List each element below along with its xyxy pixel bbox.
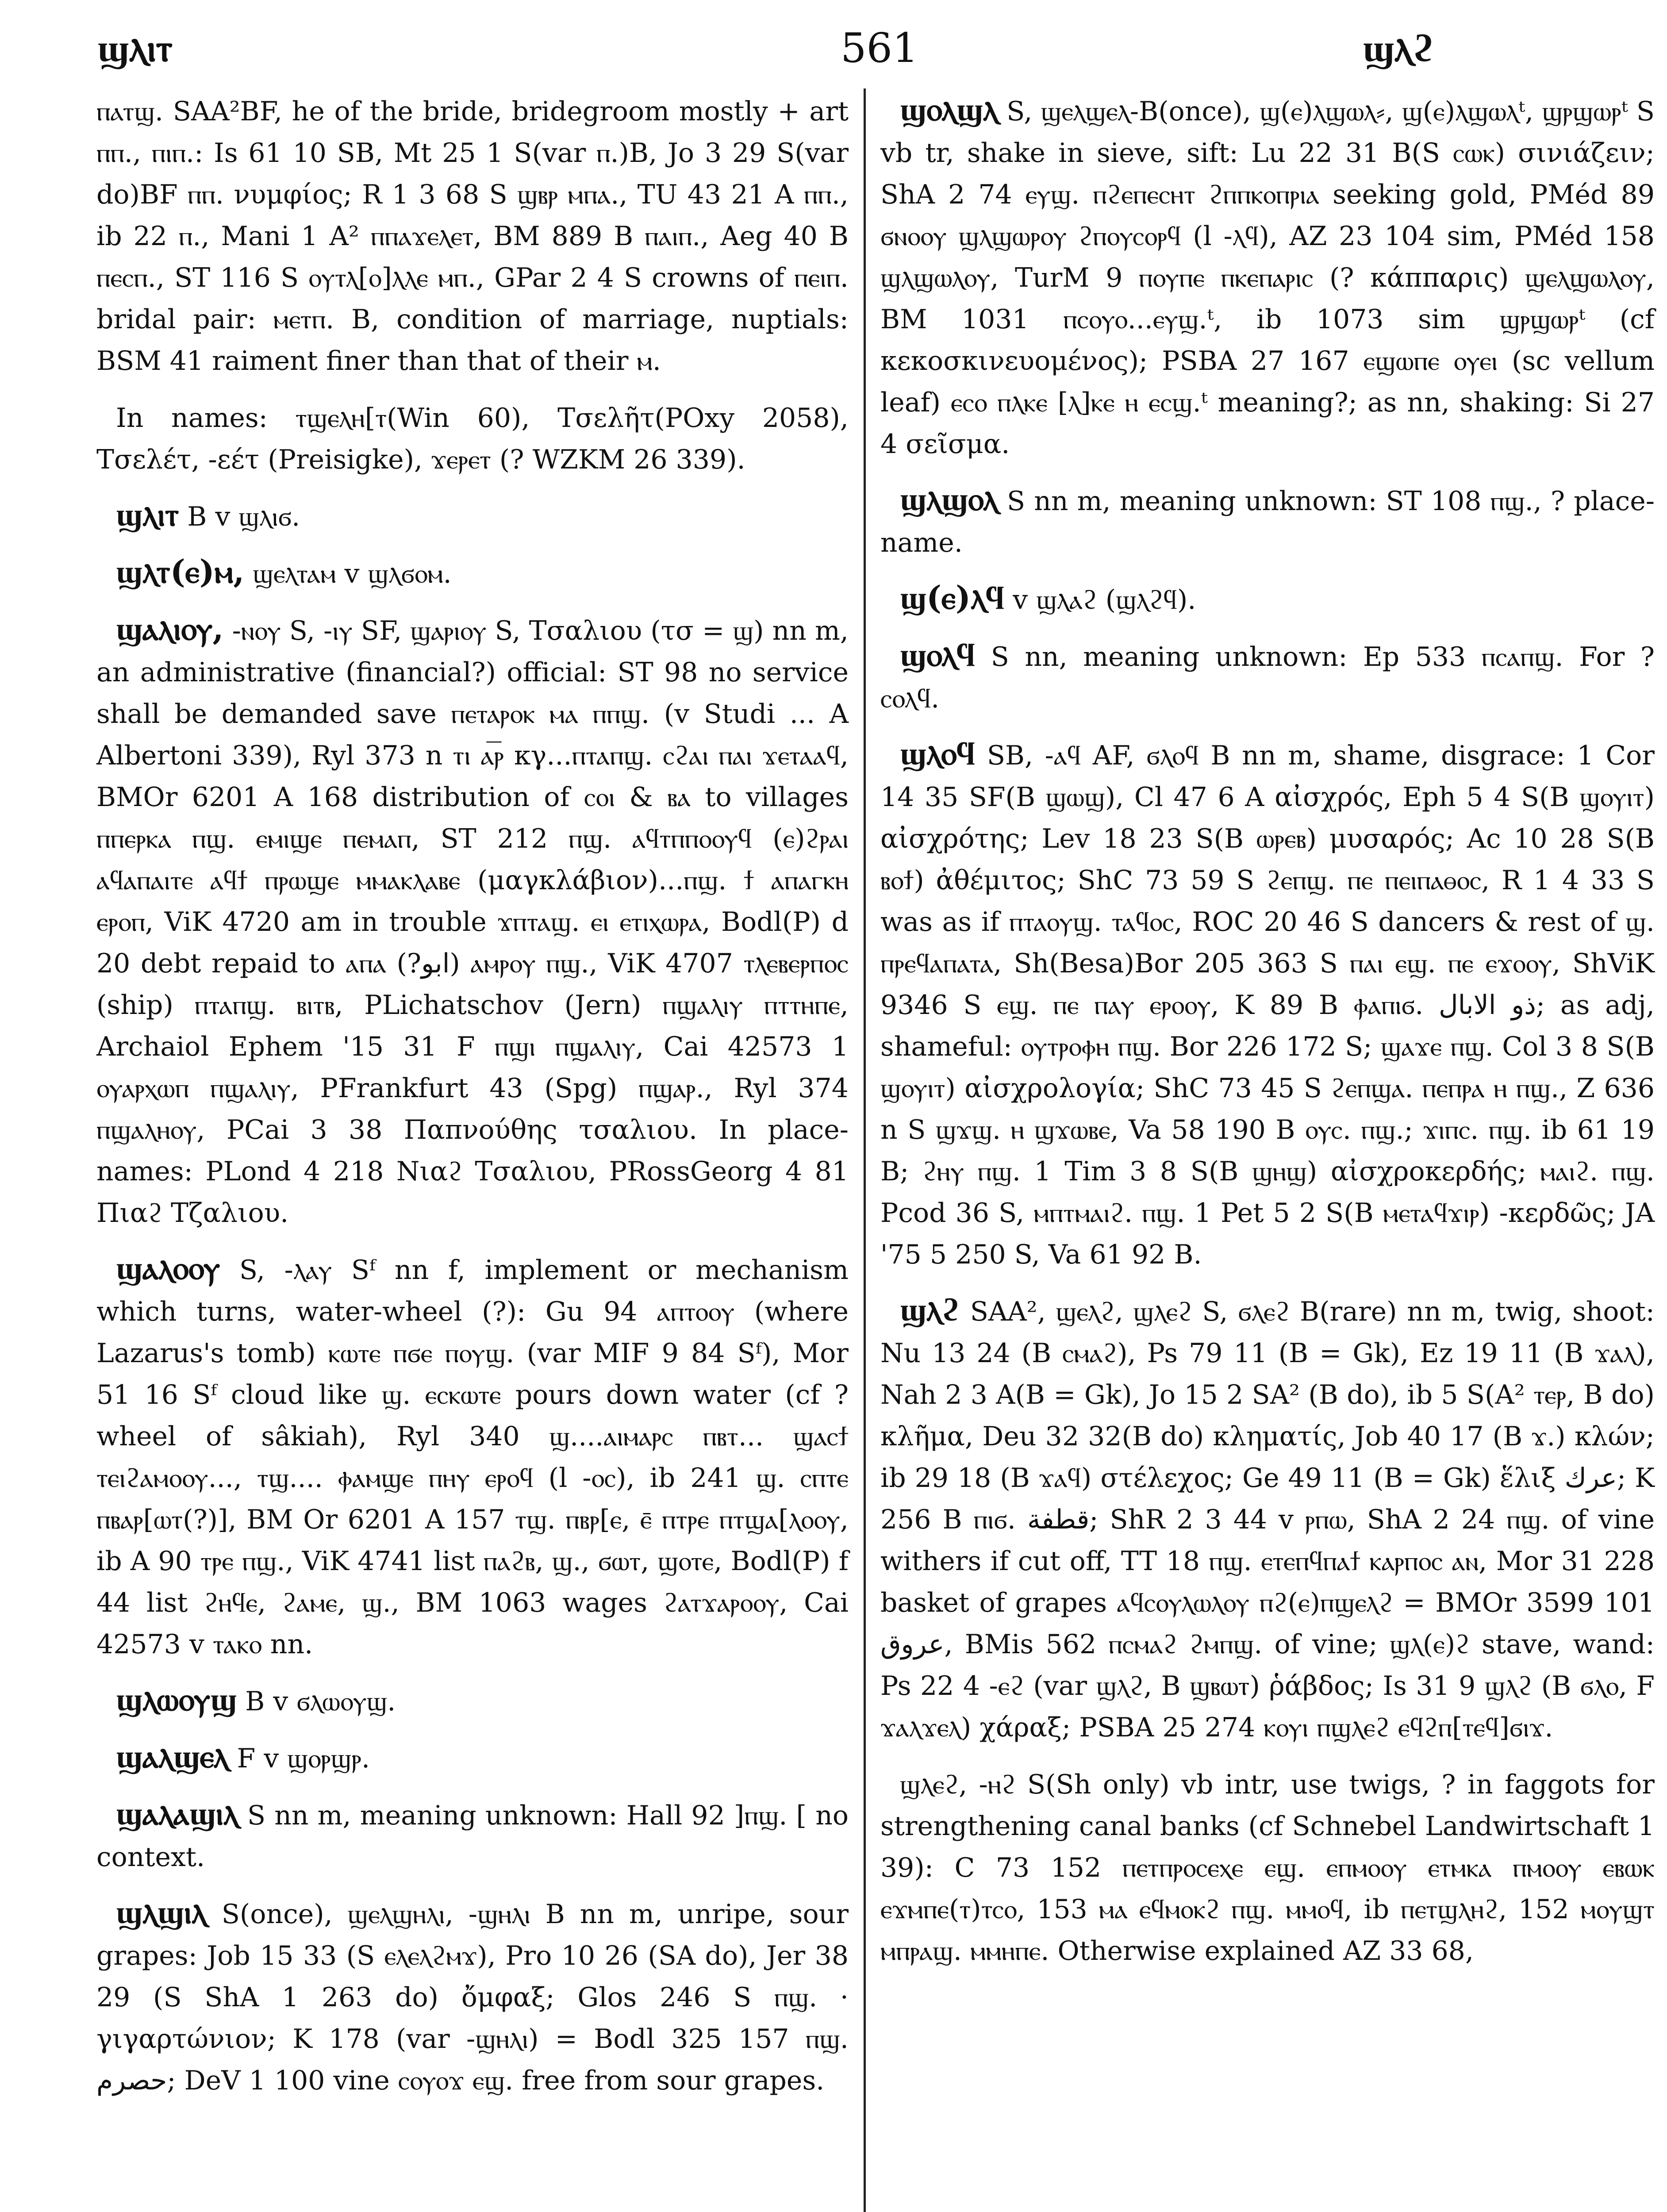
dictionary-entry xyxy=(880,478,1655,564)
dictionary-entry xyxy=(96,395,849,480)
left-column xyxy=(96,88,849,2115)
header-left-headword: ϣⲗⲓⲧ xyxy=(97,26,173,70)
dictionary-entry xyxy=(96,1736,849,1779)
entry-text: B v ϣⲗⲓϭ. xyxy=(187,501,300,532)
entry-headword: ϣⲗϩ xyxy=(900,1290,960,1328)
dictionary-entry xyxy=(880,634,1655,719)
entry-headword: ϣⲗⲧ(ⲉ)ⲙ, xyxy=(116,553,245,590)
entry-headword: ϣⲗⲟϥ xyxy=(900,734,976,772)
dictionary-entry xyxy=(96,1793,849,1878)
header-right-headword: ϣⲗϩ xyxy=(1363,26,1435,70)
column-divider xyxy=(864,88,866,2212)
dictionary-entry xyxy=(880,577,1655,621)
running-header xyxy=(88,19,1663,77)
entry-headword: ϣ(ⲉ)ⲗϥ xyxy=(900,579,1005,616)
dictionary-entry xyxy=(96,88,849,382)
dictionary-entry xyxy=(96,608,849,1234)
entry-headword: ϣⲟⲗϥ xyxy=(900,636,976,673)
entry-text: F v ϣⲟⲣϣⲣ. xyxy=(237,1743,370,1774)
dictionary-entry xyxy=(96,1247,849,1665)
entry-headword: ϣⲗⲱⲟⲩϣ xyxy=(116,1680,237,1718)
entry-text: B v ϭⲗⲱⲟⲩϣ. xyxy=(245,1686,396,1717)
entry-text: ⲡⲁⲧϣ. SAA²BF, he of the bride, bridegroom mostly + art ⲡⲡ., ⲡⲓⲡ.: Is 61 10 SB, Mt 25 1 S(var ⲡ.)B, Jo 3 29 S(var do)BF ⲡⲡ. νυμφίος; R 1 3 68 S ϣⲃⲣ ⲙⲡⲁ., TU 43 21 A ⲡⲡ., ib 22 ⲡ., Mani 1 A² ⲡⲡⲁϫⲉⲗⲉⲧ, BM 889 B ⲡⲁⲓⲡ., Aeg 40 B ⲡⲉⲥⲡ., ST 116 S ⲟⲩⲧⲗ[ⲟ]ⲗⲗⲉ ⲙⲡ., GPar 2 4 S crowns of ⲡⲉⲓⲡ. bridal pair: ⲙⲉⲧⲡ. B, condition of marriage, nuptials: BSM 41 raiment finer than that of their ⲙ. xyxy=(96,96,849,376)
entry-text: S nn m, meaning unknown: Hall 92 ]ⲡϣ. [ no context. xyxy=(96,1800,849,1873)
entry-text: ϣⲉⲗⲧⲁⲙ v ϣⲗϭⲟⲙ. xyxy=(253,558,452,589)
dictionary-entry xyxy=(880,733,1655,1275)
entry-text: -ⲛⲟⲩ S, -ⲓⲩ SF, ϣⲁⲣⲓⲟⲩ S, Τσαλιου (τσ = ϣ) nn m, an administrative (financial?) official: ST 98 no service shall be demanded save ⲡⲉⲧⲁⲣⲟⲕ ⲙⲁ ⲡⲡϣ. (v Studi ... A Albertoni 339), Ryl 373 n ⲧⲓ ⲁ͞ⲣ κγ...ⲡⲧⲁⲡϣ. ⲥϩⲁⲓ ⲡⲁⲓ ϫⲉⲧⲁⲁϥ, BMOr 6201 A 168 distribution of ⲥⲟⲓ & ⲃⲁ to villages ⲡⲡⲉⲣⲕⲁ ⲡϣ. ⲉⲙⲓϣⲉ ⲡⲉⲙⲁⲡ, ST 212 ⲡϣ. ⲁϥⲧⲡⲡⲟⲟⲩϥ (ⲉ)ϩⲣⲁⲓ ⲁϥⲁⲡⲁⲓⲧⲉ ⲁϥϯ ⲡⲣⲱϣⲉ ⲙⲙⲁⲕⲗⲁⲃⲉ (μαγκλάβιον)...ⲡϣ. ϯ ⲁⲡⲁⲅⲕⲏ ⲉⲣⲟⲡ, ViK 4720 am in trouble ϫⲡⲧⲁϣ. ⲉⲓ ⲉⲧⲓⲭⲱⲣⲁ, Bodl(P) d 20 debt repaid to ⲁⲡⲁ (?ابو) ⲁⲙⲣⲟⲩ ⲡϣ., ViK 4707 ⲧⲗⲉⲃⲉⲣⲡⲟⲥ (ship) ⲡⲧⲁⲡϣ. ⲃⲓⲧⲃ, PLichatschov (Jern) ⲡϣⲁⲗⲓⲩ ⲡⲧⲧⲏⲡⲉ, Archaiol Ephem '15 31 F ⲡϣⲓ ⲡϣⲁⲗⲓⲩ, Cai 42573 1 ⲟⲩⲁⲣⲭⲱⲡ ⲡϣⲁⲗⲓⲩ, PFrankfurt 43 (Spg) ⲡϣⲁⲣ., Ryl 374 ⲡϣⲁⲗⲏⲟⲩ, PCai 3 38 Παπνούθης τσαλιου. In place-names: PLond 4 218 Νιαϩ Τσαλιου, PRossGeorg 4 81 Πιαϩ Τζαλιου. xyxy=(96,615,849,1229)
entry-headword: ϣⲗϣⲓⲗ xyxy=(116,1893,207,1931)
dictionary-entry xyxy=(96,1678,849,1722)
dictionary-entry xyxy=(880,1762,1655,1972)
entry-headword: ϣⲁⲗⲁϣⲓⲗ xyxy=(116,1794,238,1832)
entry-text: S, -ⲗⲁⲩ Sᶠ nn f, implement or mechanism which turns, water-wheel (?): Gu 94 ⲁⲡⲧⲟⲟⲩ (where Lazarus's tomb) ⲕⲱⲧⲉ ⲡϭⲉ ⲡⲟⲩϣ. (var MIF 9 84 Sᶠ), Mor 51 16 Sᶠ cloud like ϣ. ⲉⲥⲕⲱⲧⲉ pours down water (cf ? wheel of sâkiah), Ryl 340 ϣ....ⲁⲓⲙⲁⲣⲥ ⲡⲃⲧ... ϣⲁⲥϯ ⲧⲉⲓϩⲁⲙⲟⲟⲩ..., ⲧϣ.... ⲫⲁⲙϣⲉ ⲡⲏⲩ ⲉⲣⲟϥ (l -ⲟⲥ), ib 241 ϣ. ⲥⲡⲧⲉ ⲡⲃⲁⲣ[ⲱⲧ(?)], BM Or 6201 A 157 ⲧϣ. ⲡⲃⲣ[ⲉ, ⲉ̄ ⲡⲧⲣⲉ ⲡⲧϣⲁ[ⲗⲟⲟⲩ, ib A 90 ⲧⲣⲉ ⲡϣ., ViK 4741 list ⲡⲁϩⲃ, ϣ., ϭⲱⲧ, ϣⲟⲧⲉ, Bodl(P) f 44 list ϩⲏϥⲉ, ϩⲁⲙⲉ, ϣ., BM 1063 wages ϩⲁⲧϫⲁⲣⲟⲟⲩ, Cai 42573 v ⲧⲁⲕⲟ nn. xyxy=(96,1255,849,1660)
entry-text: S, ϣⲉⲗϣⲉⲗ-B(once), ϣ(ⲉ)ⲗϣⲱⲗ⸗, ϣ(ⲉ)ⲗϣⲱⲗᵗ, ϣⲣϣⲱⲣᵗ S vb tr, shake in sieve, sift: Lu 22 31 B(S ⲥⲱⲕ) σινιάζειν; ShA 2 74 ⲉⲩϣ. ⲡϩⲉⲡⲉⲥⲏⲧ ϩⲡⲡⲕⲟⲡⲣⲓⲁ seeking gold, PMéd 89 ϭⲛⲟⲟⲩ ϣⲗϣⲱⲣⲟⲩ ϩⲡⲟⲩⲥⲟⲣϥ (l -ⲗϥ), AZ 23 104 sim, PMéd 158 ϣⲗϣⲱⲗⲟⲩ, TurM 9 ⲡⲟⲩⲡⲉ ⲡⲕⲉⲡⲁⲣⲓⲥ (? κάππαρις) ϣⲉⲗϣⲱⲗⲟⲩ, BM 1031 ⲡⲥⲟⲩⲟ...ⲉⲩϣ.ᵗ, ib 1073 sim ϣⲣϣⲱⲣᵗ (cf κεκοσκινευομένος); PSBA 27 167 ⲉϣⲱⲡⲉ ⲟⲩⲉⲓ (sc vellum leaf) ⲉⲥⲟ ⲡⲗⲕⲉ [ⲗ]ⲕⲉ ⲏ ⲉⲥϣ.ᵗ meaning?; as nn, shaking: Si 27 4 σεῖσμα. xyxy=(880,96,1655,460)
entry-text: S(once), ϣⲉⲗϣⲏⲗⲓ, -ϣⲏⲗⲓ B nn m, unripe, sour grapes: Job 15 33 (S ⲉⲗⲉⲗϩⲙϫ), Pro 10 26 (SA do), Jer 38 29 (S ShA 1 263 do) ὄμφαξ; Glos 246 S ⲡϣ. · γιγαρτώνιον; K 178 (var -ϣⲏⲗⲓ) = Bodl 325 157 ⲡϣ. حصرم; DeV 1 100 vine ⲥⲟⲩⲟϫ ⲉϣ. free from sour grapes. xyxy=(96,1899,849,2096)
entry-headword: ϣⲗϣⲟⲗ xyxy=(900,480,998,518)
right-column xyxy=(880,88,1655,1985)
dictionary-entry xyxy=(880,1289,1655,1748)
entry-text: ϣⲗⲉϩ, -ⲏϩ S(Sh only) vb intr, use twigs, ? in faggots for strengthening canal banks (cf Schnebel Landwirtschaft 1 39): C 73 152 ⲡⲉⲧⲡⲣⲟⲥⲉⲭⲉ ⲉϣ. ⲉⲡⲙⲟⲟⲩ ⲉⲧⲙⲕⲁ ⲡⲙⲟⲟⲩ ⲉⲃⲱⲕ ⲉϫⲙⲡⲉ(ⲧ)ⲧⲥⲟ, 153 ⲙⲁ ⲉϥⲙⲟⲕϩ ⲡϣ. ⲙⲙⲟϥ, ib ⲡⲉⲧϣⲗⲏϩ, 152 ⲙⲟⲩϣⲧ ⲙⲡⲣⲁϣ. ⲙⲙⲏⲡⲉ. Otherwise explained AZ 33 68, xyxy=(880,1769,1655,1966)
entry-text: SAA², ϣⲉⲗϩ, ϣⲗⲉϩ S, ϭⲗⲉϩ B(rare) nn m, twig, shoot: Nu 13 24 (B ⲥⲙⲁϩ), Ps 79 11 (B = Gk), Ez 19 11 (B ϫⲁⲗ), Nah 2 3 A(B = Gk), Jo 15 2 SA² (B do), ib 5 S(A² ⲧⲉⲣ, B do) κλῆμα, Deu 32 32(B do) κληματίς, Job 40 17 (B ϫ.) κλών; ib 29 18 (B ϫⲁϥ) στέλεχος; Ge 49 11 (B = Gk) ἕλιξ عرك; K 256 B ⲡⲓϭ. قطفة; ShR 2 3 44 v ⲣⲡⲱ, ShA 2 24 ⲡϣ. of vine withers if cut off, TT 18 ⲡϣ. ⲉⲧⲉⲡϥⲡⲁϯ ⲕⲁⲣⲡⲟⲥ ⲁⲛ, Mor 31 228 basket of grapes ⲁϥⲥⲟⲩⲗⲱⲗⲟⲩ ⲡϩ(ⲉ)ⲡϣⲉⲗϩ = BMOr 3599 101 عروق, BMis 562 ⲡⲥⲙⲁϩ ϩⲙⲡϣ. of vine; ϣⲗ(ⲉ)ϩ stave, wand: Ps 22 4 -ⲉϩ (var ϣⲗϩ, B ϣⲃⲱⲧ) ῥάβδος; Is 31 9 ϣⲗϩ (B ϭⲗⲟ, F ϫⲁⲗϫⲉⲗ) χάραξ; PSBA 25 274 ⲕⲟⲩⲓ ⲡϣⲗⲉϩ ⲉϥϩⲡ[ⲧⲉϥ]ϭⲓϫ. xyxy=(880,1296,1655,1743)
entry-headword: ϣⲁⲗϣⲉⲗ xyxy=(116,1737,229,1775)
entry-text: SB, -ⲁϥ AF, ϭⲗⲟϥ B nn m, shame, disgrace: 1 Cor 14 35 SF(B ϣⲱϣ), Cl 47 6 A αἰσχρός, Eph 5 4 S(B ϣⲟⲩⲓⲧ) αἰσχρότης; Lev 18 23 S(B ⲱⲣⲉⲃ) μυσαρός; Ac 10 28 S(B ⲃⲟϯ) ἀθέμιτος; ShC 73 59 S ϩⲉⲡϣ. ⲡⲉ ⲡⲉⲓⲡⲁⲑⲟⲥ, R 1 4 33 S was as if ⲡⲧⲁⲟⲩϣ. ⲧⲁϥⲟⲥ, ROC 20 46 S dancers & rest of ϣ. ⲡⲣⲉϥⲁⲡⲁⲧⲁ, Sh(Besa)Bor 205 363 S ⲡⲁⲓ ⲉϣ. ⲡⲉ ⲉϫⲟⲟⲩ, ShViK 9346 S ⲉϣ. ⲡⲉ ⲡⲁⲩ ⲉⲣⲟⲟⲩ, K 89 B ⲫⲁⲡⲓϭ. ذو الابال; as adj, shameful: ⲟⲩⲧⲣⲟⲫⲏ ⲡϣ. Bor 226 172 S; ϣⲁϫⲉ ⲡϣ. Col 3 8 S(B ϣⲟⲩⲓⲧ) αἰσχρολογία; ShC 73 45 S ϩⲉⲡϣⲁ. ⲡⲉⲡⲣⲁ ⲏ ⲡϣ., Z 636 n S ϣϫϣ. ⲏ ϣϫⲱⲃⲉ, Va 58 190 B ⲟⲩⲥ. ⲡϣ.; ϫⲓⲡⲥ. ⲡϣ. ib 61 19 B; ϩⲏⲩ ⲡϣ. 1 Tim 3 8 S(B ϣⲏϣ) αἰσχροκερδής; ⲙⲁⲓϩ. ⲡϣ. Pcod 36 S, ⲙⲡⲧⲙⲁⲓϩ. ⲡϣ. 1 Pet 5 2 S(B ⲙⲉⲧⲁϥϫⲓⲣ) -κερδῶς; JA '75 5 250 S, Va 61 92 B. xyxy=(880,740,1655,1270)
entry-text: S nn, meaning unknown: Ep 533 ⲡⲥⲁⲡϣ. For ? ⲥⲟⲗϥ. xyxy=(880,641,1655,714)
entry-headword: ϣⲟⲗϣⲗ xyxy=(900,90,998,128)
dictionary-entry xyxy=(96,551,849,595)
entry-text: v ϣⲗⲁϩ (ϣⲗϩϥ). xyxy=(1013,584,1196,615)
entry-headword: ϣⲁⲗⲟⲟⲩ xyxy=(116,1249,220,1286)
entry-headword: ϣⲗⲓⲧ xyxy=(116,495,179,533)
page-number: 561 xyxy=(841,24,918,72)
dictionary-entry xyxy=(880,88,1655,465)
entry-text: In names: ⲧϣⲉⲗⲏ[ⲧ(Win 60), Τσελῆτ(POxy 2058), Τσελέτ, -εέτ (Preisigke), ϫⲉⲣⲉⲧ (? WZKM 26 339). xyxy=(96,403,849,475)
dictionary-entry xyxy=(96,494,849,538)
entry-text: S nn m, meaning unknown: ST 108 ⲡϣ., ? place-name. xyxy=(880,486,1655,558)
dictionary-entry xyxy=(96,1891,849,2101)
entry-headword: ϣⲁⲗⲓⲟⲩ, xyxy=(116,610,224,647)
